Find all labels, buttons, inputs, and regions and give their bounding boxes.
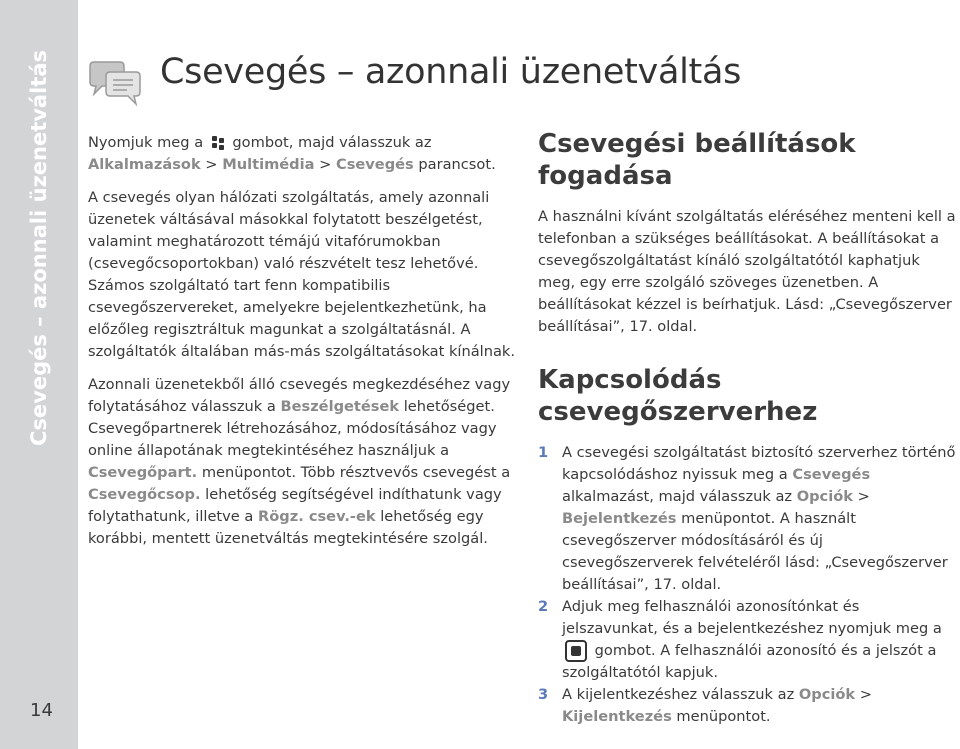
chat-bubbles-icon (86, 60, 144, 108)
page-number: 14 (30, 700, 53, 721)
section-heading-connect: Kapcsolódás csevegőszerverhez (538, 365, 818, 427)
center-select-key-icon (565, 640, 587, 662)
sidebar (0, 0, 78, 749)
list-item: 3 A kijelentkezéshez válasszuk az Opciók > Kijelentkezés menüpontot. (538, 686, 872, 725)
section-heading-settings: Csevegési beállítások fogadása (538, 129, 856, 191)
page-title: Csevegés – azonnali üzenetváltás (160, 52, 742, 92)
sidebar-title: Csevegés – azonnali üzenetváltás (27, 50, 51, 446)
usage-paragraph: Azonnali üzenetekből álló csevegés megkezdéséhez vagy folytatásához válasszuk a Beszélgetések lehetőséget. Csevegőpartnerek létrehozásához, módosításához vagy online állapotának megtekintéséhez használjuk a Csevegőpart. menüpontot. Több résztvevős csevegést a Csevegőcsop. lehetőség segítségével indíthatunk vagy folytathatunk, illetve a Rögz. csev.-ek lehetőség egy korábbi, mentett üzenetváltás megtekintésére szolgál. (88, 376, 511, 547)
settings-paragraph: A használni kívánt szolgáltatás eléréséhez menteni kell a telefonban a szükséges beállításokat. A beállításokat a csevegőszolgáltatást kínáló szolgáltatótól kaphatjuk meg, egy erre szolgáló szöveges üzenetben. A beállításokat kézzel is beírhatjuk. Lásd: „Csevegőszerver beállításai”, 17. oldal. (538, 208, 956, 335)
steps-list (538, 442, 958, 728)
list-item: 1 A csevegési szolgáltatást biztosító szerverhez történő kapcsolódáshoz nyissuk meg a Csevegés alkalmazást, majd válasszuk az Opciók > Bejelentkezés menüpontot. A használt csevegőszerver módosításáról és új csevegőszerverek felvételéről lásd: „Csevegőszerver beállításai”, 17. oldal. (538, 444, 956, 593)
left-column (88, 132, 528, 550)
intro-paragraph: Nyomjuk meg a gombot, majd válasszuk az Alkalmazások > Multimédia > Csevegés parancsot. (88, 134, 496, 173)
menu-key-icon (210, 135, 226, 151)
right-column (538, 128, 958, 728)
description-paragraph: A csevegés olyan hálózati szolgáltatás, amely azonnali üzenetek váltásával másokkal folytatott beszélgetést, valamint meghatározott témájú vitafórumokban (csevegőcsoportokban) való részvételt tesz lehetővé. Számos szolgáltató tart fenn kompatibilis csevegőszervereket, amelyekre bejelentkezhetünk, ha előzőleg regisztráltuk magunkat a szolgáltatásnál. A szolgáltatók általában más-más szolgáltatásokat kínálnak. (88, 189, 516, 360)
list-item: 2 Adjuk meg felhasználói azonosítónkat és jelszavunkat, és a bejelentkezéshez nyomjuk meg a gombot. A felhasználói azonosító és a jelszót a szolgáltatótól kapjuk. (538, 598, 942, 681)
